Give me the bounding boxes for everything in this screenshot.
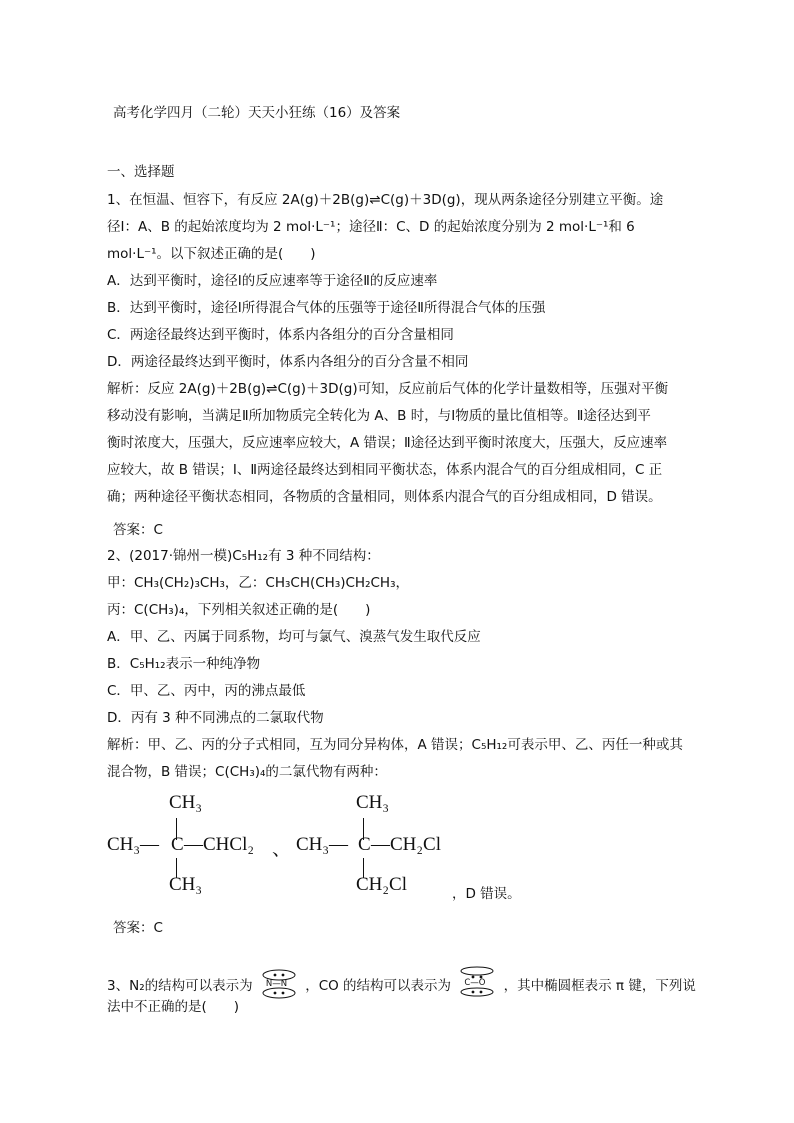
- struct2-top: CH₃: [356, 792, 390, 813]
- q1-stem-line-1: 1、在恒温、恒容下，有反应 2A(g)＋2B(g)⇌C(g)＋3D(g)，现从两条途径分别建立平衡。途: [107, 192, 664, 208]
- q1-analysis-line-1: 解析：反应 2A(g)＋2B(g)⇌C(g)＋3D(g)可知，反应前后气体的化学计量数相等，压强对平衡: [107, 381, 669, 397]
- q1-analysis-line-5: 确；两种途径平衡状态相同，各物质的含量相同，则体系内混合气的百分组成相同，D 错误。: [107, 489, 662, 505]
- q2-option-c: C．甲、乙、丙中，丙的沸点最低: [107, 683, 306, 699]
- q2-analysis-line-2: 混合物，B 错误；C(CH₃)₄的二氯代物有两种：: [107, 764, 387, 780]
- q1-option-d: D．两途径最终达到平衡时，体系内各组分的百分含量不相同: [107, 354, 469, 370]
- q3-middle: ，CO 的结构可以表示为: [305, 978, 452, 994]
- q2-option-a: A．甲、乙、丙属于同系物，均可与氯气、溴蒸气发生取代反应: [107, 629, 481, 645]
- q1-option-b: B．达到平衡时，途径Ⅰ所得混合气体的压强等于途径Ⅱ所得混合气体的压强: [107, 300, 546, 316]
- n2-label: N—N: [265, 979, 288, 989]
- q2-analysis-tail: ，D 错误。: [452, 886, 521, 902]
- q1-analysis-line-2: 移动没有影响，当满足Ⅱ所加物质完全转化为 A、B 时，与Ⅰ物质的量比值相等。Ⅱ途径达到平: [107, 408, 651, 424]
- struct-separator: 、: [272, 839, 292, 860]
- q1-stem-line-2: 径Ⅰ：A、B 的起始浓度均为 2 mol·L⁻¹；途径Ⅱ：C、D 的起始浓度分别为 2 mol·L⁻¹和 6: [107, 219, 635, 235]
- struct1-top: CH₃: [169, 792, 203, 813]
- q1-analysis-line-3: 衡时浓度大，压强大，反应速率应较大，A 错误；Ⅱ途径达到平衡时浓度大，压强大，反应速率: [107, 435, 668, 451]
- co-structure-diagram: [457, 966, 497, 1002]
- q3-line-2: 法中不正确的是( ): [107, 999, 240, 1015]
- q2-analysis-line-1: 解析：甲、乙、丙的分子式相同，互为同分异构体，A 错误；C₅H₁₂可表示甲、乙、丙任一种或其: [107, 737, 683, 753]
- q2-option-b: B．C₅H₁₂表示一种纯净物: [107, 656, 261, 672]
- struct2-center: C: [358, 834, 371, 855]
- q2-answer: 答案：C: [113, 920, 163, 936]
- q2-stem-line-2: 甲：CH₃(CH₂)₃CH₃，乙：CH₃CH(CH₃)CH₂CH₃，: [107, 575, 409, 591]
- struct2-right: —CH₂Cl: [371, 834, 441, 855]
- q3-prefix: 3、N₂的结构可以表示为: [107, 978, 253, 994]
- q1-analysis-line-4: 应较大，故 B 错误；Ⅰ、Ⅱ两途径最终达到相同平衡状态，体系内混合气的百分组成相同，C 正: [107, 462, 663, 478]
- struct1-left: CH₃—: [107, 834, 160, 855]
- q2-stem-line-1: 2、(2017·锦州一模)C₅H₁₂有 3 种不同结构：: [107, 548, 380, 564]
- struct1-center: C: [171, 834, 184, 855]
- page-title: 高考化学四月（二轮）天天小狂练（16）及答案: [113, 105, 401, 121]
- q3-suffix: ，其中椭圆框表示 π 键，下列说: [503, 978, 696, 994]
- q1-option-c: C．两途径最终达到平衡时，体系内各组分的百分含量相同: [107, 327, 454, 343]
- q2-stem-line-3: 丙：C(CH₃)₄，下列相关叙述正确的是( ): [107, 602, 371, 618]
- struct2-bottom: CH₂Cl: [356, 874, 407, 895]
- q1-stem-line-3: mol·L⁻¹。以下叙述正确的是( ): [107, 246, 316, 262]
- struct1-right: —CHCl₂: [184, 834, 254, 855]
- struct2-left: CH₃—: [296, 834, 349, 855]
- q1-option-a: A．达到平衡时，途径Ⅰ的反应速率等于途径Ⅱ的反应速率: [107, 273, 438, 289]
- struct1-bottom: CH₃: [169, 874, 203, 895]
- q1-answer: 答案：C: [113, 522, 163, 538]
- n2-structure-diagram: [259, 966, 299, 1002]
- q2-option-d: D．丙有 3 种不同沸点的二氯取代物: [107, 710, 324, 726]
- co-label: C—O: [464, 978, 486, 988]
- section-heading: 一、选择题: [107, 164, 175, 180]
